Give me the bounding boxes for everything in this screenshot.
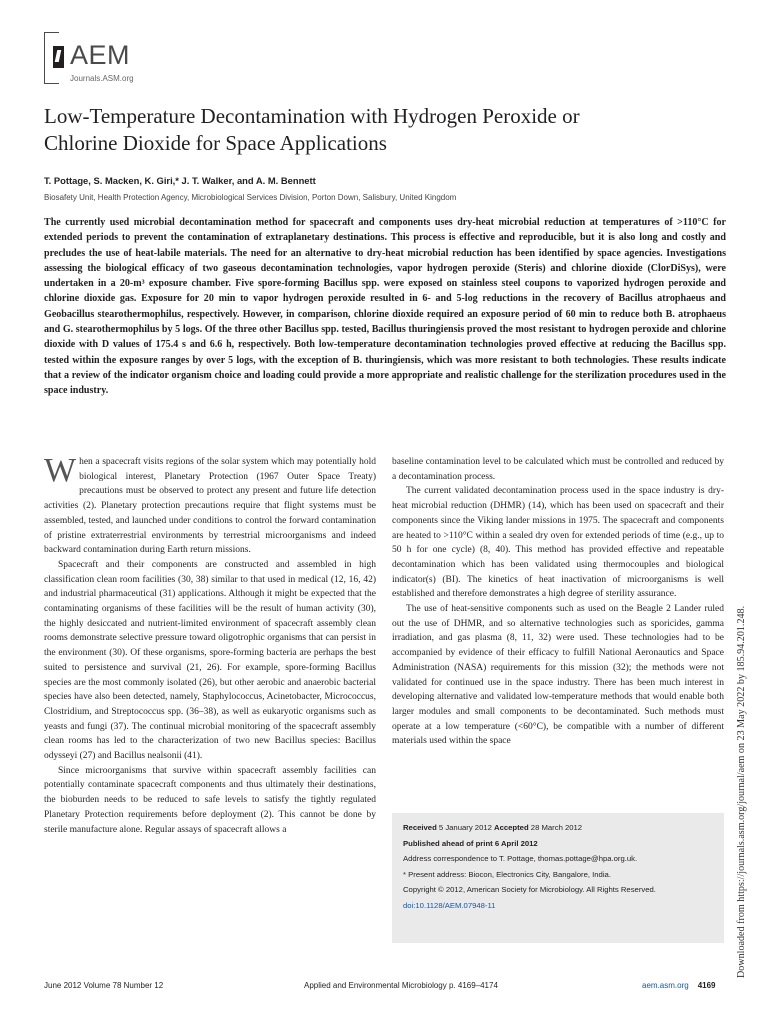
article-info-box <box>392 813 724 943</box>
received-label: Received <box>403 823 437 832</box>
footer-journal: Applied and Environmental Microbiology p. 4169–4174 <box>304 981 498 990</box>
present-address: * Present address: Biocon, Electronics City, Bangalore, India. <box>403 869 611 879</box>
body-paragraph: The use of heat-sensitive components such as used on the Beagle 2 Lander ruled out the use of DHMR, and so alternative technologies such as sporicides, gamma irradiation, and gas plasma (8, 11, 32) were used. These technologies had to be accompanied by evidence of their efficacy to fulfill National Aeronautics and Space Administration (NASA) requirements for this mission (32); the methods were not validated for continued use in the space industry. There has been much interest in developing alternative and validated low-temperature methods that would enable both larger modules and small components to be decontaminated. Such methods must operate at a low temperature (<60°C), be compatible with a number of different materials used within the space <box>392 604 724 747</box>
accepted-label: Accepted <box>494 823 529 832</box>
footer-right <box>642 981 715 990</box>
page-number: 4169 <box>697 981 716 990</box>
asm-logo-icon <box>53 46 64 68</box>
correspondence: Address correspondence to T. Pottage, thomas.pottage@hpa.org.uk. <box>403 854 638 864</box>
copyright: Copyright © 2012, American Society for Microbiology. All Rights Reserved. <box>403 885 656 895</box>
body-paragraph: Since microorganisms that survive within spacecraft assembly facilities can potentially contaminate spacecraft components and thus ultimately their destinations, the bioburden needs to be reduced to safe levels to satisfy the tightly regulated Planetary Protection requirements before deployment (2). This cannot be done by sterile manufacture alone. Regular assays of spacecraft allows a <box>44 765 376 835</box>
download-note-text: Downloaded from https://journals.asm.org/journal/aem on 23 May 2022 by 185.94.201.248. <box>736 605 747 978</box>
body-paragraph: Spacecraft and their components are constructed and assembled in high classification clean room facilities (30, 38) similar to that used in medical (12, 16, 42) and industrial pharmaceutical (31) applications. Although it might be expected that the contaminating organisms of these facilities will be the result of human activity (30), the highly desiccated and nutrient-limited environment of spacecraft assembly clean rooms demonstrate selective pressure toward oligotrophic organisms that can persist in the environment (30). Of these organisms, spore-forming bacteria are perhaps the best suited to persistence and survival (21, 26). For example, spore-forming Bacillus species are the most commonly isolated (26), but other aerobic and anaerobic bacterial species have also been detected, namely, Staphylococcus, Acinetobacter, Micrococcus, Clostridium, and Streptococcus spp. (36–38), as well as eukaryotic organisms such as yeasts and fungi (37). The continual microbial monitoring of the spacecraft assembly clean rooms has led to the characterization of two new Bacillus species: Bacillus odysseyi (27) and Bacillus nealsonii (41). <box>44 559 376 762</box>
accepted-date: 28 March 2012 <box>530 823 583 832</box>
body-column-right <box>392 455 724 749</box>
download-note <box>736 598 746 978</box>
abstract: The currently used microbial decontamination method for spacecraft and components uses dry-heat microbial reduction at temperatures of >110°C for extended periods to prevent the contamination of extraplanetary destinations. This process is effective and reproducible, but it is also long and costly and precludes the use of heat-labile materials. The need for an alternative to dry-heat microbial reduction has been identified by space agencies. Investigations assessing the biological efficacy of two gaseous decontamination technologies, vapor hydrogen peroxide (Steris) and chlorine dioxide (ClorDiSys), were undertaken in a 20-m³ exposure chamber. Five spore-forming Bacillus spp. were exposed on stainless steel coupons to vaporized hydrogen peroxide and chlorine dioxide gas. Exposure for 20 min to vapor hydrogen peroxide resulted in 6- and 5-log reductions in the recovery of Bacillus atrophaeus and Geobacillus stearothermophilus, respectively. However, in comparison, chlorine dioxide required an exposure period of 60 min to reduce both B. atrophaeus and G. stearothermophilus by 5 logs. Of the three other Bacillus spp. tested, Bacillus thuringiensis proved the most resistant to hydrogen peroxide and chlorine dioxide with D values of 175.4 s and 6.6 h, respectively. Both low-temperature decontamination technologies proved effective at reducing the Bacillus spp. tested within the exposure ranges by over 5 logs, with the exception of B. thuringiensis, which was more resistant to both technologies. These results indicate that a review of the indicator organism choice and loading could provide a more appropriate and realistic challenge for the sterilization procedures used in the space industry. <box>44 217 726 397</box>
article-title <box>44 103 724 157</box>
journal-logo <box>44 32 142 94</box>
affiliation: Biosafety Unit, Health Protection Agency, Microbiological Services Division, Porton Down, Salisbury, United Kingdom <box>44 193 457 202</box>
logo-text: AEM <box>70 40 131 70</box>
published-ahead: Published ahead of print 6 April 2012 <box>403 838 538 848</box>
title-line-2: Chlorine Dioxide for Space Applications <box>44 131 387 155</box>
doi-link[interactable]: doi:10.1128/AEM.07948-11 <box>403 900 496 910</box>
body-column-left <box>44 452 376 837</box>
body-paragraph: The current validated decontamination process used in the space industry is dry-heat microbial reduction (DHMR) (14), which has been used on spacecraft and their components since the Viking lander missions in 1975. The spacecraft and components are heated to >110°C within a sealed dry oven for extended periods of time (e.g., up to 50 h for one cycle) (8, 40). This method has provided effective and repeatable decontamination which has been validated using thermocouples and biological indicator(s) (BI). The kinetics of heat inactivation of microorganisms is well established and therefore demonstrates a high degree of sterility assurance. <box>392 486 724 600</box>
intro-paragraph <box>44 452 376 558</box>
footer-issue: June 2012 Volume 78 Number 12 <box>44 981 164 990</box>
title-line-1: Low-Temperature Decontamination with Hydrogen Peroxide or <box>44 104 580 128</box>
paragraph-text: hen a spacecraft visits regions of the solar system which may potentially hold biological interest, Planetary Protection (1967 Outer Space Treaty) precautions must be observed to protect any present and future life detection activities (2). Planetary protection precautions require that flight systems must be assembled, tested, and launched under conditions to control the forward contamination of pristine extraterrestrial environments by terrestrial microorganisms and indeed backward contamination during Earth return missions. <box>44 457 376 556</box>
received-accepted <box>403 820 716 836</box>
received-date: 5 January 2012 <box>438 823 492 832</box>
journal-website: Journals.ASM.org <box>70 74 134 83</box>
authors: T. Pottage, S. Macken, K. Giri,* J. T. Walker, and A. M. Bennett <box>44 175 316 186</box>
body-paragraph: baseline contamination level to be calculated which must be controlled and reduced by a decontamination process. <box>392 457 724 482</box>
drop-cap: W <box>44 452 77 489</box>
footer-url-link[interactable]: aem.asm.org <box>642 981 689 990</box>
